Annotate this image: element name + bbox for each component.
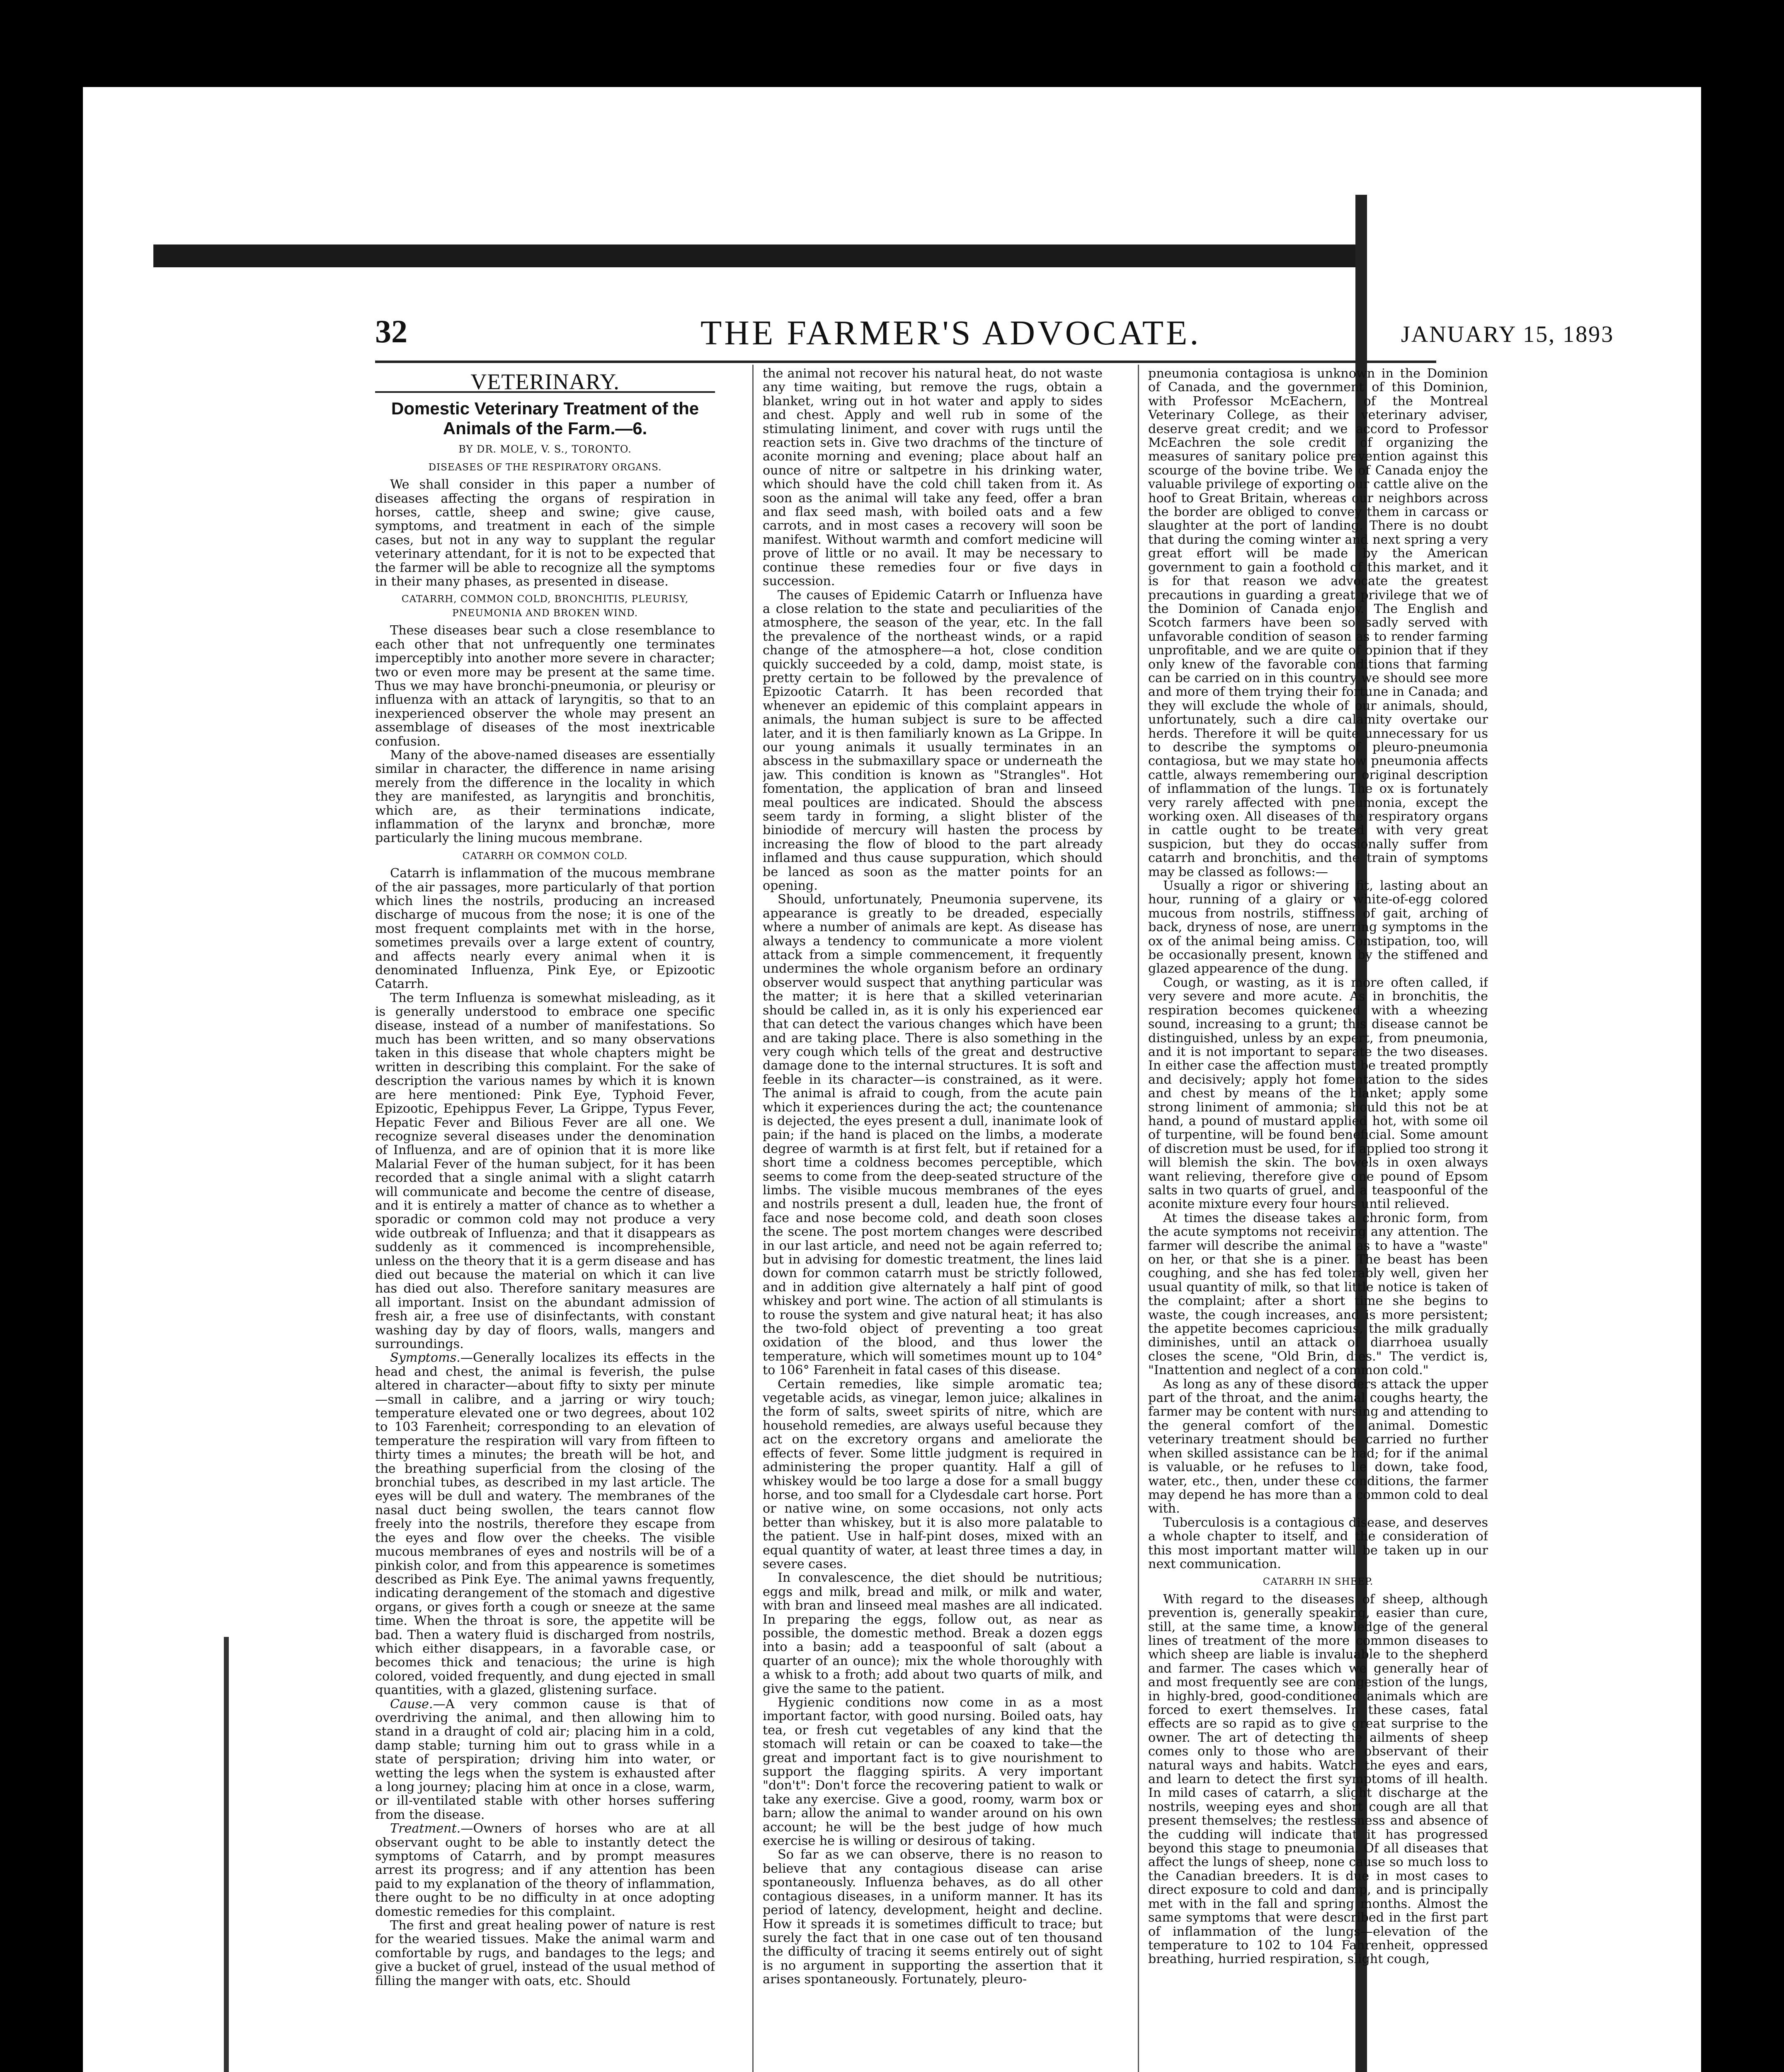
paragraph: Catarrh is inflammation of the mucous membrane of the air passages, more particularly of that portion which lines the nostrils, producing an increased discharge of mucous from the nose; it is one of the most frequent complaints met with in the horse, sometimes prevails over a large extent of country, and affects nearly every animal when it is denominated Influenza, Pink Eye, or Epizootic Catarrh.	[375, 866, 715, 992]
paragraph: With regard to the diseases of sheep, although prevention is, generally speaking, easier than cure, still, at the same time, a knowledge of the general lines of treatment of the more common diseases to which sheep are liable is invaluable to the shepherd and farmer. The cases which we generally hear of and most frequently see are congestion of the lungs, in highly-bred, good-conditioned animals which are forced to exert themselves. In these cases, fatal effects are so rapid as to give great surprise to the owner. The art of detecting the ailments of sheep comes only to those who are observant of their natural ways and habits. Watch the eyes and ears, and learn to detect the first symptoms of ill health. In mild cases of catarrh, a slight discharge at the nostrils, weeping eyes and short cough are all that present themselves; the restlessness and absence of the cudding will indicate that it has progressed beyond this stage to pneumonia. Of all diseases that affect the lungs of sheep, none cause so much loss to the Canadian breeders. It is due in most cases to direct exposure to cold and damp, and is principally met with in the fall and spring months. Almost the same symptoms that were described in the first part of inflammation of the lungs—elevation of the temperature to 102 to 104 Fahrenheit, oppressed breathing, hurried respiration, slight cough,	[1148, 1592, 1488, 1967]
cause-label: Cause.	[390, 1697, 433, 1711]
paragraph	[375, 1697, 715, 1822]
byline: BY DR. MOLE, V. S., TORONTO.	[458, 443, 632, 455]
column-1	[375, 367, 715, 2072]
paragraph: As long as any of these disorders attack the upper part of the throat, and the animal coughs hearty, the farmer may be content with nursing and attending to the general comfort of the animal. Domestic veterinary treatment should be carried no further when skilled assistance can be had; for if the animal is valuable, or he refuses to lie down, take food, water, etc., then, under these conditions, the farmer may depend he has more than a common cold to deal with.	[1148, 1377, 1488, 1516]
paragraph: These diseases bear such a close resemblance to each other that not unfrequently one terminates imperceptibly into another more severe in character; two or even more may be present at the same time. Thus we may have bronchi-pneumonia, or pleurisy or influenza with an attack of laryngitis, so that to an inexperienced observer the whole may present an assemblage of diseases of the most inextricable confusion.	[375, 623, 715, 749]
paragraph: In convalescence, the diet should be nutritious; eggs and milk, bread and milk, or milk and water, with bran and linseed meal mashes are all indicated. In preparing the eggs, follow out, as near as possible, the domestic method. Break a dozen eggs into a basin; add a teaspoonful of salt (about a quarter of an ounce); mix the whole thoroughly with a whisk to a froth; add about two quarts of milk, and give the same to the patient.	[763, 1571, 1103, 1696]
paragraph: Usually a rigor or shivering fit, lasting about an hour, running of a glairy or white-of-egg colored mucous from nostrils, stiffness of gait, arching of back, dryness of nose, are unerring symptoms in the ox of the animal being amiss. Constipation, too, will be occasionally present, known by the stiffened and glazed appearence of the dung.	[1148, 879, 1488, 976]
subheading: CATARRH IN SHEEP.	[1263, 1576, 1374, 1588]
paragraph: Should, unfortunately, Pneumonia supervene, its appearance is greatly to be dreaded, especially where a number of animals are kept. As disease has always a tendency to communicate a more violent attack from a simple commencement, it frequently undermines the whole organism before an ordinary observer would suspect that anything particular was the matter; it is here that a skilled veterinarian should be called in, as it is only his experienced ear that can detect the various changes which have been and are taking place. There is also something in the very cough which tells of the great and destructive damage done to the internal structures. It is soft and feeble in its character—is constrained, as it were. The animal is afraid to cough, from the acute pain which it experiences during the act; the countenance is dejected, the eyes present a dull, inanimate look of pain; if the hand is placed on the limbs, a moderate degree of warmth is at first felt, but if retained for a short time a coldness becomes perceptible, which seems to come from the deep-seated structure of the limbs. The visible mucous membranes of the eyes and nostrils present a dull, leaden hue, the front of face and nose become cold, and death soon closes the scene. The post mortem changes were described in our last article, and need not be again referred to; but in advising for domestic treatment, the lines laid down for common catarrh must be strictly followed, and in addition give alternately a half pint of good whiskey and port wine. The action of all stimulants is to rouse the system and give natural heat; it has also the two-fold object of preventing a too great oxidation of the blood, and thus lower the temperature, which will sometimes mount up to 104° to 106° Farenheit in fatal cases of this disease.	[763, 892, 1103, 1378]
paragraph: Cough, or wasting, as it is more often called, if very severe and more acute. As in bronchitis, the respiration becomes quickened with a wheezing sound, increasing to a grunt; this disease cannot be distinguished, unless by an expert, from pneumonia, and it is not important to separate the two diseases. In either case the affection must be treated promptly and decisively; apply hot fomentation to the sides and chest by means of the blanket; apply some strong liniment of ammonia; should this not be at hand, a pound of mustard applied hot, with some oil of turpentine, will be found beneficial. Some amount of discretion must be used, for if applied too strong it will blemish the skin. The bowels in oxen always want relieving, therefore give one pound of Epsom salts in two quarts of gruel, and a teaspoonful of the aconite mixture every four hours until relieved.	[1148, 975, 1488, 1212]
paragraph: We shall consider in this paper a number of diseases affecting the organs of respiration in horses, cattle, sheep and swine; give cause, symptoms, and treatment in each of the simple cases, but not in any way to supplant the regular veterinary attendant, for it is not to be expected that the farmer will be able to recognize all the symptoms in their many phases, as presented in disease.	[375, 477, 715, 589]
top-border-rule	[153, 244, 1355, 267]
treatment-label: Treatment.	[390, 1821, 461, 1836]
paragraph	[375, 1351, 715, 1697]
paragraph: the animal not recover his natural heat, do not waste any time waiting, but remove the rugs, obtain a blanket, wring out in hot water and apply to sides and chest. Apply and well rub in some of the stimulating liniment, and cover with rugs until the reaction sets in. Give two drachms of the tincture of aconite morning and evening; place about half an ounce of nitre or saltpetre in his drinking water, which should have the cold chill taken from it. As soon as the animal will take any feed, offer a bran and flax seed mash, with boiled oats and a few carrots, and in most cases a recovery will soon be manifest. Without warmth and comfort medicine will prove of little or no avail. It may be necessary to continue these remedies four or five days in succession.	[763, 367, 1103, 589]
subheading: CATARRH, COMMON COLD, BRONCHITIS, PLEURISY, PNEUMONIA AND BROKEN WIND.	[401, 594, 689, 619]
paragraph	[375, 1822, 715, 1919]
paragraph: Many of the above-named diseases are essentially similar in character, the difference in name arising merely from the difference in the locality in which they are manifested, as laryngitis and bronchitis, which are, as their terminations indicate, inflammation of the larynx and bronchæ, more particularly the lining mucous membrane.	[375, 748, 715, 846]
paragraph: Certain remedies, like simple aromatic tea; vegetable acids, as vinegar, lemon juice; alkalines in the form of salts, sweet spirits of nitre, which are household remedies, are always useful because they act on the excretory organs and ameliorate the effects of fever. Some little judgment is required in administering the proper quantity. Half a gill of whiskey would be too large a dose for a small buggy horse, and too small for a Clydesdale cart horse. Port or native wine, on some occasions, not only acts better than whiskey, but it is also more palatable to the patient. Use in half-pint doses, mixed with an equal quantity of water, at least three times a day, in severe cases.	[763, 1377, 1103, 1571]
paragraph: Tuberculosis is a contagious disease, and deserves a whole chapter to itself, and the consideration of this most important matter will be taken up in our next communication.	[1148, 1515, 1488, 1571]
article-title: Domestic Veterinary Treatment of the Animals of the Farm.—6.	[391, 399, 699, 438]
page-number: 32	[375, 313, 407, 349]
column-3	[1148, 367, 1488, 2072]
paragraph: So far as we can observe, there is no reason to believe that any contagious disease can arise spontaneously. Influenza behaves, as do all other contagious diseases, in a uniform manner. It has its period of latency, development, height and decline. How it spreads it is sometimes difficult to trace; but surely the fact that in one case out of ten thousand the difficulty of tracing it seems entirely out of sight is no argument in supporting the assertion that it arises spontaneously. Fortunately, pleuro-	[763, 1847, 1103, 1987]
paragraph-text: —Generally localizes its effects in the head and chest, the animal is feverish, the pulse altered in character—about fifty to sixty per minute—small in calibre, and a jarring or wiry touch; temperature elevated one or two degrees, about 102 to 103 Farenheit; corresponding to an elevation of temperature the respiration will vary from fifteen to thirty times a minutes; the breath will be hot, and the breathing superficial from the closing of the bronchial tubes, as described in my last article. The eyes will be dull and watery. The membranes of the nasal duct being swollen, the tears cannot flow freely into the nostrils, therefore they escape from the eyes and flow over the cheeks. The visible mucous membranes of eyes and nostrils will be of a pinkish color, and from this appearence is sometimes described as Pink Eye. The animal yawns frequently, indicating derangement of the stomach and digestive organs, or gives forth a cough or sneeze at the same time. When the throat is sore, the appetite will be bad. Then a watery fluid is discharged from nostrils, which either disappears, in a favorable case, or becomes thick and tenacious; the urine is high colored, voided frequently, and dung ejected in small quantities, with a glazed, glistening surface.	[375, 1351, 715, 1698]
paragraph: Hygienic conditions now come in as a most important factor, with good nursing. Boiled oats, hay tea, or fresh cut vegetables of any kind that the stomach will retain or can be coaxed to take—the great and important fact is to give nourishment to support the flagging spirits. A very important "don't": Don't force the recovering patient to walk or take any exercise. Give a good, roomy, warm box or barn; allow the animal to wander around on his own account; he will be the best judge of how much exercise he is willing or desirous of taking.	[763, 1695, 1103, 1849]
paragraph: The causes of Epidemic Catarrh or Influenza have a close relation to the state and peculiarities of the atmosphere, the season of the year, etc. In the fall the prevalence of the northeast winds, or a rapid change of the atmosphere—a hot, close condition quickly succeeded by a cold, damp, moist state, is pretty certain to be followed by the prevalence of Epizootic Catarrh. It has been recorded that whenever an epidemic of this complaint appears in animals, the human subject is sure to be affected later, and it is then familiarly known as La Grippe. In our young animals it usually terminates in an abscess in the submaxillary space or underneath the jaw. This condition is known as "Strangles". Hot fomentation, the application of bran and linseed meal poultices are indicated. Should the abscess seem tardy in forming, a slight blister of the biniodide of mercury will hasten the process by increasing the flow of blood to the part already inflamed and thus cause suppuration, which should be lanced as soon as the matter points for an opening.	[763, 588, 1103, 893]
paper-title: THE FARMER'S ADVOCATE.	[701, 314, 1201, 352]
section-heading: VETERINARY.	[375, 375, 715, 393]
column-divider	[1138, 365, 1139, 2072]
paragraph: The first and great healing power of nature is rest for the wearied tissues. Make the animal warm and comfortable by rugs, and bandages to the legs; and give a bucket of gruel, instead of the usual method of filling the manger with oats, etc. Should	[375, 1918, 715, 1988]
column-2	[763, 367, 1103, 2072]
article-subtitle: DISEASES OF THE RESPIRATORY ORGANS.	[428, 462, 662, 473]
left-border-rule	[224, 1637, 229, 2072]
subheading: CATARRH OR COMMON COLD.	[462, 850, 628, 862]
paragraph-text: —Owners of horses who are at all observant ought to be able to instantly detect the symptoms of Catarrh, and by prompt measures arrest its progress; and if any attention has been paid to my explanation of the theory of inflammation, there ought to be no difficulty in at once adopting domestic remedies for this complaint.	[375, 1821, 715, 1919]
paragraph: At times the disease takes a chronic form, from the acute symptoms not receiving any attention. The farmer will describe the animal as to have a "waste" on her, or that she is a piner. The beast has been coughing, and she has fed tolerably well, given her usual quantity of milk, so that little notice is taken of the complaint; after a short time she begins to waste, the cough increases, and is more persistent; the appetite becomes capricious, the milk gradually diminishes, until an attack of diarrhoea usually closes the scene, "Old Brin, dies." The verdict is, "Inattention and neglect of a common cold."	[1148, 1210, 1488, 1378]
column-divider	[752, 365, 754, 2072]
header-rule	[375, 361, 1436, 363]
symptoms-label: Symptoms.	[390, 1351, 461, 1365]
issue-date: JANUARY 15, 1893	[1401, 322, 1614, 347]
paragraph-text: —A very common cause is that of overdriving the animal, and then allowing him to stand in a draught of cold air; placing him in a cold, damp stable; turning him out to grass while in a state of perspiration; driving him into water, or wetting the legs when the system is exhausted after a long journey; placing him at once in a close, warm, or ill-ventilated stable with other horses suffering from the disease.	[375, 1697, 715, 1822]
paragraph: The term Influenza is somewhat misleading, as it is generally understood to embrace one specific disease, instead of a number of manifestations. So much has been written, and so many observations taken in this disease that whole chapters might be written in describing this complaint. For the sake of description the various names by which it is known are here mentioned: Pink Eye, Typhoid Fever, Epizootic, Epehippus Fever, La Grippe, Typus Fever, Hepatic Fever and Bilious Fever are all one. We recognize several diseases under the denomination of Influenza, and are of opinion that it is more like Malarial Fever of the human subject, for it has been recorded that a single animal with a slight catarrh will communicate and become the centre of disease, and it is entirely a matter of chance as to whether a sporadic or common cold may not produce a very wide outbreak of Influenza; and that it disappears as suddenly as it commenced is incomprehensible, unless on the theory that it is a germ disease and has died out because the material on which it can live has died out also. Therefore sanitary measures are all important. Insist on the abundant admission of fresh air, a free use of disinfectants, with constant washing day by day of floors, walls, mangers and surroundings.	[375, 990, 715, 1351]
paragraph: pneumonia contagiosa is unknown in the Dominion of Canada, and the government of this Dominion, with Professor McEachern, of the Montreal Veterinary College, as their veterinary adviser, deserve great credit; and we accord to Professor McEachren the sole credit of organizing the measures of sanitary police prevention against this scourge of the bovine tribe. We of Canada enjoy the valuable privilege of exporting our cattle alive on the hoof to Great Britain, whereas our neighbors across the border are obliged to convey them in carcass or slaughter at the port of landing. There is no doubt that during the coming winter and next spring a very great effort will be made by the American government to gain a foothold of this market, and it is for that reason we advocate the greatest precautions in guarding a great privilege that we of the Dominion of Canada enjoy. The English and Scotch farmers have been so sadly served with unfavorable condition of season as to render farming unprofitable, and we are quite of opinion that if they only knew of the favorable conditions that farming can be carried on in this country we should see more and more of them trying their fortune in Canada; and they will exclude the whole of our animals, should, unfortunately, such a dire calamity overtake our herds. Therefore it will be quite unnecessary for us to describe the symptoms of pleuro-pneumonia contagiosa, but we may state how pneumonia affects cattle, always remembering our original description of inflammation of the lungs. The ox is fortunately very rarely affected with pneumonia, except the working oxen. All diseases of the respiratory organs in cattle ought to be treated with very great suspicion, but they do occasionally suffer from catarrh and bronchitis, and the train of symptoms may be classed as follows:—	[1148, 367, 1488, 879]
